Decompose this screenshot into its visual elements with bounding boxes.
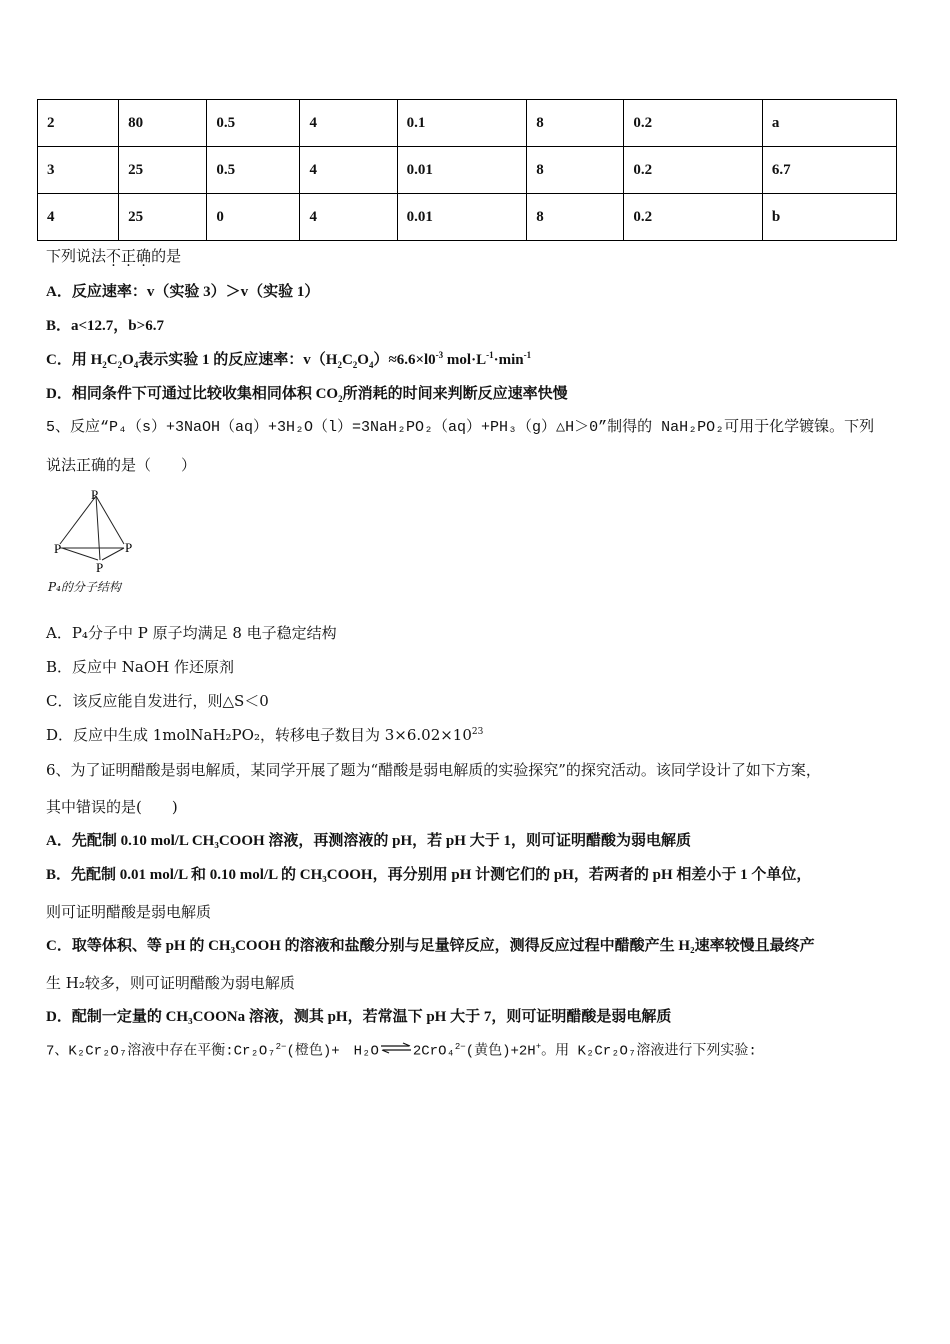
table-cell: 0: [207, 194, 300, 241]
bond: [102, 548, 124, 560]
q4-stem: 下列说法不正确的是: [46, 247, 182, 265]
table-cell: 4: [300, 100, 397, 147]
q6-option-b-line2: 则可证明醋酸是弱电解质: [46, 903, 212, 921]
atom-p-top: P: [91, 487, 99, 502]
p4-caption: P₄的分子结构: [48, 580, 121, 594]
q6-option-b-line1: B．先配制 0.01 mol/L 和 0.10 mol/L 的 CH₃COOH，再分别用 pH 计测它们的 pH，若两者的 pH 相差小于 1 个单位，: [46, 867, 812, 883]
q5-stem-line2: 说法正确的是（ ）: [46, 456, 197, 474]
table-cell: 8: [527, 194, 624, 241]
table-row: [38, 100, 897, 147]
table-cell: 25: [119, 147, 207, 194]
table-row: [38, 147, 897, 194]
q4-option-a: A．反应速率：v（实验 3）＞v（实验 1）: [46, 284, 320, 300]
table-cell: 0.5: [207, 100, 300, 147]
q5-option-c: C．该反应能自发进行，则△S＜0: [46, 692, 269, 710]
q6-option-c-line2: 生 H₂较多，则可证明醋酸为弱电解质: [46, 974, 295, 992]
table-cell: 0.01: [397, 194, 527, 241]
q4-option-b: B．a<12.7，b>6.7: [46, 318, 164, 334]
table-cell: 0.1: [397, 100, 527, 147]
equilibrium-arrow-icon: [379, 1041, 413, 1061]
p4-molecule-figure: [44, 486, 154, 601]
q6-stem-line2: 其中错误的是( ): [46, 798, 178, 816]
table-cell: 4: [300, 194, 397, 241]
atom-p-bottom: P: [96, 560, 104, 575]
q5-option-b: B．反应中 NaOH 作还原剂: [46, 658, 235, 676]
table-cell: 25: [119, 194, 207, 241]
table-cell: 3: [38, 147, 119, 194]
q7-stem: 7、K₂Cr₂O₇溶液中存在平衡:Cr₂O₇$^{2-}$(橙色)+ H₂O 2CrO₄$^{2-}$(黄色)+2H+。用 K₂Cr₂O₇溶液进行下列实验:: [46, 1042, 757, 1060]
table-row: [38, 194, 897, 241]
q4-option-c: C．用 $H_2C_2O_4$表示实验 1 的反应速率：$v(H_2C_2O_4)\approx 6.6\times l0^{-3}$ $mol\cdot L^{-1}\cdot\min^{-1}$: [46, 350, 532, 370]
table-cell: 6.7: [762, 147, 896, 194]
q6-option-c-line1: C．取等体积、等 pH 的 CH₃COOH 的溶液和盐酸分别与足量锌反应，测得反应过程中醋酸产生 H₂速率较慢且最终产: [46, 938, 815, 954]
table-cell: 0.5: [207, 147, 300, 194]
bond: [62, 548, 98, 560]
table-cell: 8: [527, 147, 624, 194]
q6-option-a: A．先配制 0.10 mol/L CH₃COOH 溶液，再测溶液的 pH，若 pH 大于 1，则可证明醋酸为弱电解质: [46, 833, 691, 849]
q4-option-d: D．相同条件下可通过比较收集相同体积 $CO_2$所消耗的时间来判断反应速率快慢: [46, 386, 568, 404]
table-cell: 4: [300, 147, 397, 194]
experiment-table-body: [38, 100, 897, 241]
atom-p-right: P: [125, 540, 133, 555]
table-cell: b: [762, 194, 896, 241]
table-cell: 0.01: [397, 147, 527, 194]
p4-structure-diagram: [44, 486, 154, 576]
q5-option-d: D．反应中生成 1molNaH₂PO₂，转移电子数目为 $3\times 6.02\times 10^{23}$: [46, 726, 484, 744]
bond: [96, 496, 100, 560]
table-cell: a: [762, 100, 896, 147]
table-cell: 4: [38, 194, 119, 241]
q5-stem-line1: 5、反应“P₄（s）+3NaOH（aq）+3H₂O（l）=3NaH₂PO₂（aq）+PH₃（g）△H＞0”制得的 NaH₂PO₂可用于化学镀镍。下列: [46, 419, 875, 436]
experiment-table: [37, 99, 897, 241]
bond: [96, 496, 124, 544]
table-cell: 2: [38, 100, 119, 147]
q5-option-a: A．P₄分子中 P 原子均满足 8 电子稳定结构: [46, 624, 337, 642]
table-cell: 0.2: [624, 100, 763, 147]
table-cell: 8: [527, 100, 624, 147]
atom-p-left: P: [54, 541, 62, 556]
q6-option-d: D．配制一定量的 CH₃COONa 溶液，测其 pH，若常温下 pH 大于 7，则可证明醋酸是弱电解质: [46, 1009, 672, 1025]
table-cell: 80: [119, 100, 207, 147]
table-cell: 0.2: [624, 147, 763, 194]
bond: [60, 496, 96, 544]
table-cell: 0.2: [624, 194, 763, 241]
q6-stem-line1: 6、为了证明醋酸是弱电解质，某同学开展了题为“醋酸是弱电解质的实验探究”的探究活动。该同学设计了如下方案，: [46, 761, 821, 779]
